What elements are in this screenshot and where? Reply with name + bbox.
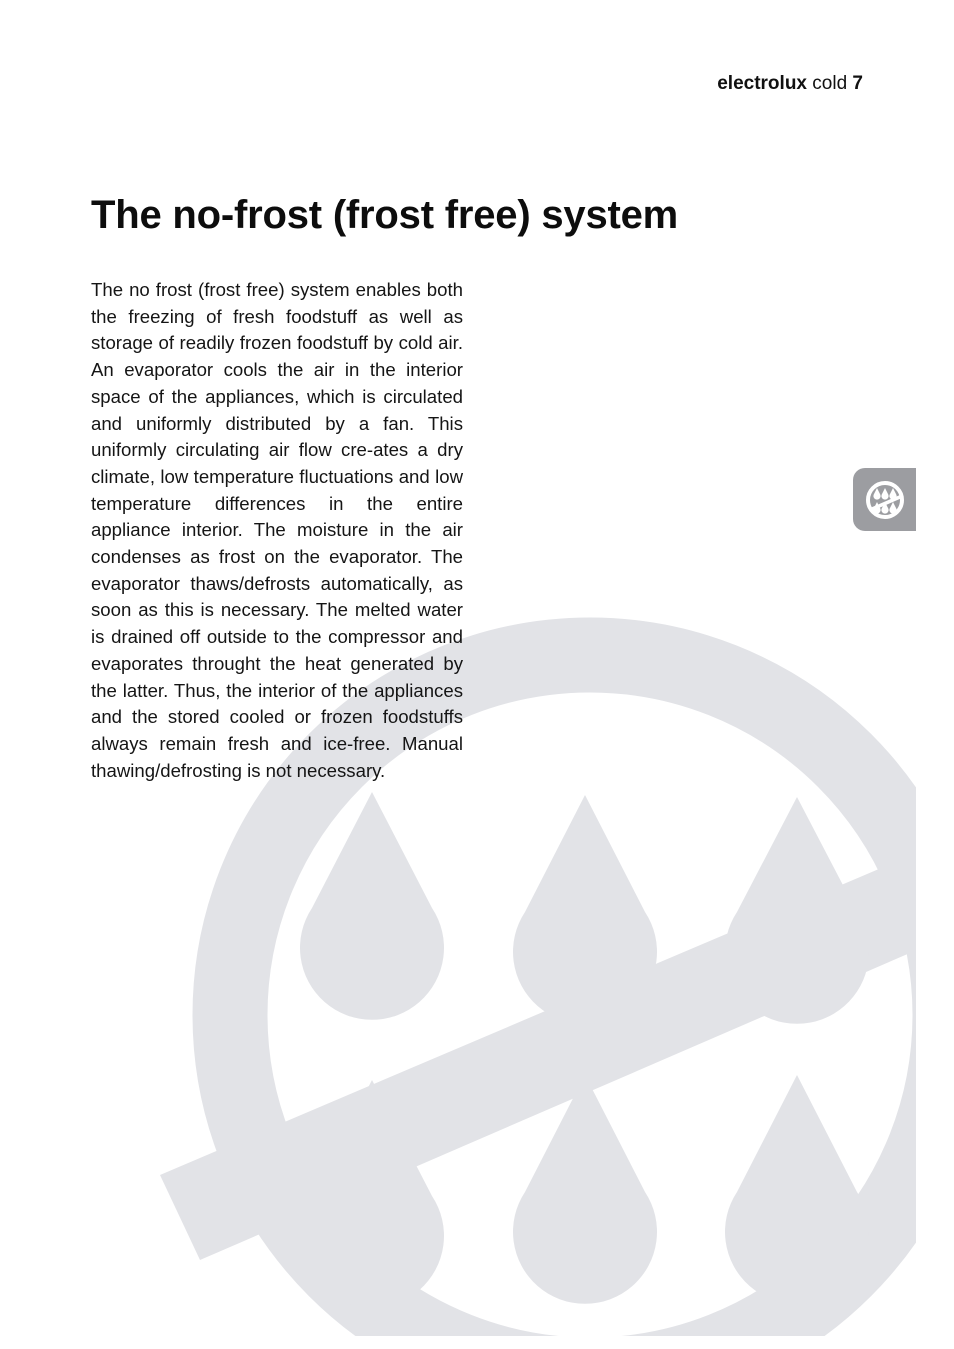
brand-name: electrolux — [717, 73, 807, 94]
no-frost-droplets-icon — [863, 478, 907, 522]
page-title: The no-frost (frost free) system — [91, 193, 679, 237]
section-name: cold — [812, 73, 848, 94]
body-paragraph: The no frost (frost free) system enables both the freezing of fresh foodstuff as well as storage of readily frozen foodstuff by cold air. An evaporator cools the air in the interior space of the appliances, which is circulated and uniformly distributed by a fan. This uniformly circulating air flow cre-ates a dry climate, low temperature fluctuations and low temperature differences in the entire appliance interior. The moisture in the air condenses as frost on the evaporator. The evaporator thaws/defrosts automatically, as soon as this is necessary. The melted water is drained off outside to the compressor and evaporates throught the heat generated by the latter. Thus, the interior of the appliances and the stored cooled or frozen foodstuffs always remain fresh and ice-free. Manual thawing/defrosting is not necessary. — [91, 279, 463, 781]
page-number: 7 — [852, 73, 863, 94]
side-tab — [853, 468, 916, 531]
running-header — [717, 73, 863, 95]
